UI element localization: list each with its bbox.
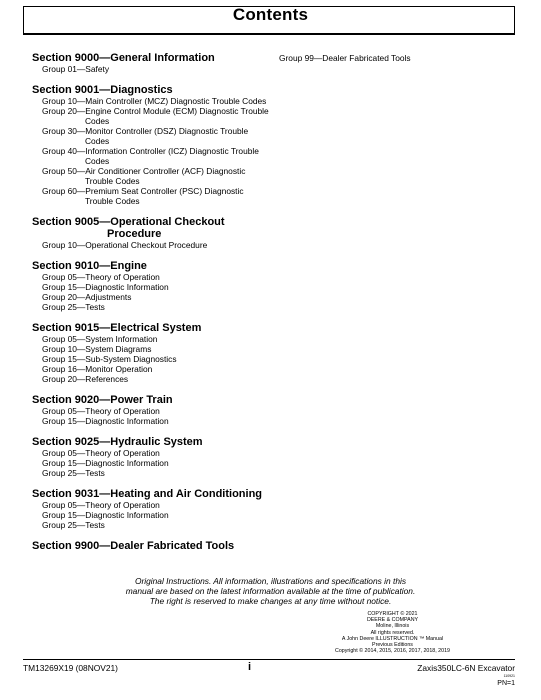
instructions-line: Original Instructions. All information, illustrations and specifications in this <box>134 576 407 586</box>
copyright-block <box>305 611 480 654</box>
contents-left-column <box>32 52 272 562</box>
section-title: Section 9015—Electrical System <box>32 322 202 334</box>
copyright-line: COPYRIGHT © 2021 <box>367 611 418 617</box>
group-entry: Group 15—Diagnostic Information <box>42 458 169 468</box>
copyright-line: Copyright © 2014, 2015, 2016, 2017, 2018, 2019 <box>335 648 450 655</box>
group-entry: Group 20—Engine Control Module (ECM) Diagnostic Trouble Codes <box>42 106 269 126</box>
section-title: Section 9020—Power Train <box>32 394 173 406</box>
section-title: Section 9025—Hydraulic System <box>32 436 203 448</box>
footer-pn: PN=1 <box>497 680 515 687</box>
footer-code: 110921 <box>503 674 515 678</box>
toc-section <box>32 216 272 250</box>
section-title: Section 9005—Operational Checkout Procedure <box>32 216 272 240</box>
toc-section <box>32 322 272 384</box>
group-entry: Group 20—Adjustments <box>42 292 132 302</box>
group-entry: Group 05—System Information <box>42 334 158 344</box>
footer-rule <box>23 659 515 660</box>
section-title-continued: Procedure <box>107 228 162 240</box>
group-entry: Group 20—References <box>42 374 129 384</box>
page-title: Contents <box>232 5 309 24</box>
toc-section <box>32 488 272 530</box>
group-entry: Group 15—Diagnostic Information <box>42 510 169 520</box>
group-entry: Group 16—Monitor Operation <box>42 364 153 374</box>
group-entry: Group 25—Tests <box>42 468 105 478</box>
footer-page-number: i <box>248 661 252 673</box>
copyright-line: All rights reserved. <box>370 629 415 636</box>
copyright-line: A John Deere ILLUSTRUCTION ™ Manual <box>341 635 444 642</box>
group-entry: Group 01—Safety <box>42 64 110 74</box>
toc-section <box>32 52 272 74</box>
group-entry: Group 05—Theory of Operation <box>42 448 160 458</box>
copyright-line: DEERE & COMPANY <box>366 617 419 624</box>
section-title: Section 9900—Dealer Fabricated Tools <box>32 540 235 552</box>
group-entry: Group 05—Theory of Operation <box>42 500 160 510</box>
group-entry: Group 50—Air Conditioner Controller (ACF) Diagnostic Trouble Codes <box>42 166 246 186</box>
footer-model: Zaxis350LC-6N Excavator <box>417 663 515 673</box>
toc-section <box>32 394 272 426</box>
copyright-line: Moline, Illinois <box>375 623 410 630</box>
instructions-line: The right is reserved to make changes at any time without notice. <box>149 596 392 606</box>
group-entry: Group 15—Diagnostic Information <box>42 416 169 426</box>
section-title: Section 9010—Engine <box>32 260 147 272</box>
toc-section <box>32 260 272 312</box>
contents-right-column <box>279 52 509 63</box>
toc-section <box>32 540 272 552</box>
toc-section <box>32 84 272 206</box>
instructions-line: manual are based on the latest information available at the time of publication. <box>125 586 416 596</box>
group-entry: Group 30—Monitor Controller (DSZ) Diagnostic Trouble Codes <box>42 126 249 146</box>
section-title: Section 9000—General Information <box>32 52 215 64</box>
group-entry: Group 10—Operational Checkout Procedure <box>42 240 208 250</box>
group-entry: Group 40—Information Controller (ICZ) Diagnostic Trouble Codes <box>42 146 259 166</box>
group-entry: Group 15—Sub-System Diagnostics <box>42 354 177 364</box>
group-entry: Group 25—Tests <box>42 302 105 312</box>
group-entry: Group 99—Dealer Fabricated Tools <box>279 53 411 63</box>
group-entry: Group 10—System Diagrams <box>42 344 152 354</box>
group-entry: Group 05—Theory of Operation <box>42 272 160 282</box>
section-title: Section 9001—Diagnostics <box>32 84 173 96</box>
group-entry: Group 60—Premium Seat Controller (PSC) Diagnostic Trouble Codes <box>42 186 244 206</box>
section-title: Section 9031—Heating and Air Conditioning <box>32 488 263 500</box>
original-instructions-notice <box>80 576 461 606</box>
footer-doc-id: TM13269X19 (08NOV21) <box>23 663 118 673</box>
copyright-line: Previous Editions <box>372 642 413 649</box>
group-entry: Group 05—Theory of Operation <box>42 406 160 416</box>
group-entry: Group 10—Main Controller (MCZ) Diagnostic Trouble Codes <box>42 96 267 106</box>
toc-section <box>32 436 272 478</box>
group-entry: Group 25—Tests <box>42 520 105 530</box>
group-entry: Group 15—Diagnostic Information <box>42 282 169 292</box>
